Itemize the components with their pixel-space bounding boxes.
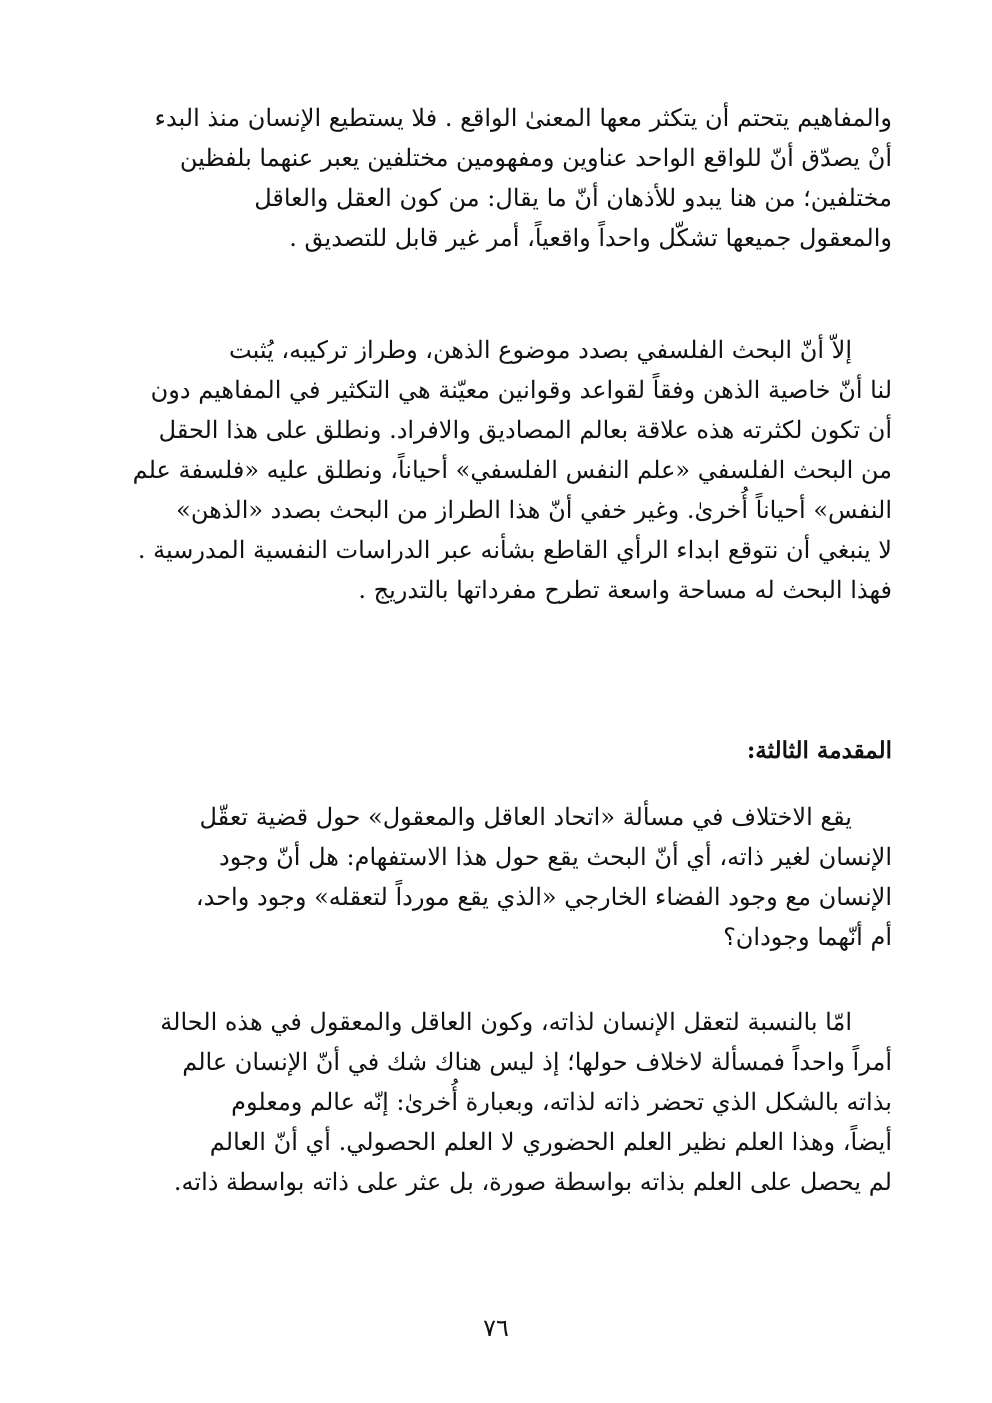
text-line: مختلفين؛ من هنا يبدو للأذهان أنّ ما يقال: من كون العقل والعاقل xyxy=(254,184,892,212)
page-number: ٧٦ xyxy=(483,1314,509,1342)
text-line: أم أنّهما وجودان؟ xyxy=(723,923,892,951)
text-line: النفس» أحياناً أُخرىٰ. وغير خفي أنّ هذا الطراز من البحث بصدد «الذهن» xyxy=(176,496,892,524)
text-line: أن تكون لكثرته هذه علاقة بعالم المصاديق والافراد. ونطلق على هذا الحقل xyxy=(158,416,892,444)
text-line: بذاته بالشكل الذي تحضر ذاته لذاته، وبعبارة أُخرىٰ: إنّه عالم ومعلوم xyxy=(231,1088,892,1116)
paragraph-4 xyxy=(100,1002,892,1202)
text-line: والمفاهيم يتحتم أن يتكثر معها المعنىٰ الواقع . فلا يستطيع الإنسان منذ البدء xyxy=(154,104,892,132)
text-line: يقع الاختلاف في مسألة «اتحاد العاقل والمعقول» حول قضية تعقّل xyxy=(199,803,852,831)
paragraph-1 xyxy=(100,98,892,258)
text-line: فهذا البحث له مساحة واسعة تطرح مفرداتها بالتدريج . xyxy=(358,576,892,604)
text-line: أنْ يصدّق أنّ للواقع الواحد عناوين ومفهومين مختلفين يعبر عنهما بلفظين xyxy=(179,144,892,172)
text-line: أمراً واحداً فمسألة لاخلاف حولها؛ إذ ليس هناك شك في أنّ الإنسان عالم xyxy=(182,1048,892,1076)
text-line: لنا أنّ خاصية الذهن وفقاً لقواعد وقوانين معيّنة هي التكثير في المفاهيم دون xyxy=(150,376,892,404)
text-line: أيضاً، وهذا العلم نظير العلم الحضوري لا العلم الحصولي. أي أنّ العالم xyxy=(209,1128,892,1156)
text-line: لم يحصل على العلم بذاته بواسطة صورة، بل عثر على ذاته بواسطة ذاته. xyxy=(173,1168,892,1196)
paragraph-3 xyxy=(100,797,892,957)
paragraph-2 xyxy=(100,330,892,610)
section-heading: المقدمة الثالثة: xyxy=(746,737,892,764)
text-line: الإنسان لغير ذاته، أي أنّ البحث يقع حول هذا الاستفهام: هل أنّ وجود xyxy=(219,843,892,871)
text-line: لا ينبغي أن نتوقع ابداء الرأي القاطع بشأنه عبر الدراسات النفسية المدرسية . xyxy=(137,536,892,564)
text-line: والمعقول جميعها تشكّل واحداً واقعياً، أمر غير قابل للتصديق . xyxy=(289,224,892,252)
text-line: الإنسان مع وجود الفضاء الخارجي «الذي يقع مورداً لتعقله» وجود واحد، xyxy=(195,883,892,911)
text-line: امّا بالنسبة لتعقل الإنسان لذاته، وكون العاقل والمعقول في هذه الحالة xyxy=(160,1008,852,1036)
text-line: إلاّ أنّ البحث الفلسفي بصدد موضوع الذهن، وطراز تركيبه، يُثبت xyxy=(229,336,852,364)
text-line: من البحث الفلسفي «علم النفس الفلسفي» أحياناً، ونطلق عليه «فلسفة علم xyxy=(132,456,892,484)
